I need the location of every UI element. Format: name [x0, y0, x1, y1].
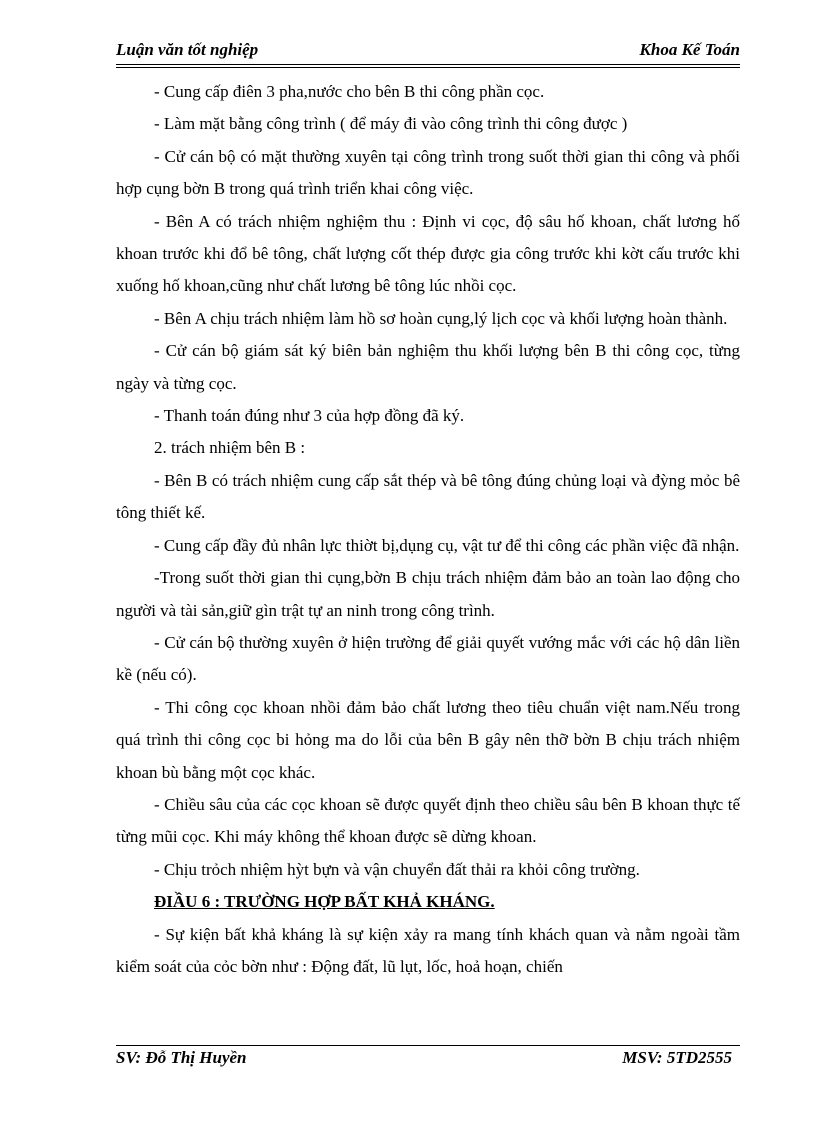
article-heading: ĐIẦU 6 : TRƯỜNG HỢP BẤT KHẢ KHÁNG. — [154, 892, 495, 912]
paragraph: - Cử cán bộ thường xuyên ở hiện trường để giải quyết vướng mắc với các hộ dân liền kề (nếu có). — [116, 632, 740, 685]
header-rule-thin — [116, 67, 740, 68]
paragraph: -Trong suốt thời gian thi cụng,bờn B chịu trách nhiệm đảm bảo an toàn lao động cho người và tài sản,giữ gìn trật tự an ninh trong công trình. — [116, 568, 740, 620]
paragraph: - Làm mặt bằng công trình ( để máy đi vào công trình thi công được ) — [154, 114, 628, 134]
paragraph: - Cung cấp đầy đủ nhân lực thiờt bị,dụng cụ, vật tư để thi công các phần việc đã nhận. — [154, 535, 740, 555]
header-faculty: Khoa Kế Toán — [639, 40, 740, 59]
paragraph: - Bên A có trách nhiệm nghiệm thu : Định vi cọc, độ sâu hố khoan, chất lương hố khoan trước khi đổ bê tông, chất lượng cốt thép được gia công trước khi kờt cấu trước khi xuống hố khoan,cũng như chất lương bê tông lúc nhồi cọc. — [116, 211, 740, 296]
paragraph: - Chịu trỏch nhiệm hỳt bựn và vận chuyển đất thải ra khỏi công trường. — [154, 859, 640, 879]
footer-student-id: MSV: 5TD2555 — [622, 1048, 732, 1067]
header-rule — [116, 64, 740, 65]
page-footer — [116, 1046, 740, 1074]
page-header — [116, 38, 740, 66]
paragraph: - Thi công cọc khoan nhồi đảm bảo chất lương theo tiêu chuẩn việt nam.Nếu trong quá trình thi công cọc bi hỏng ma do lỗi của bên B gây nên thỡ bờn B chịu trách nhiệm khoan bù bằng một cọc khác. — [116, 697, 740, 782]
paragraph: - Chiều sâu của các cọc khoan sẽ được quyết định theo chiều sâu bên B khoan thực tế từng mũi cọc. Khi máy không thể khoan được sẽ dừng khoan. — [116, 794, 740, 847]
paragraph: - Cử cán bộ giám sát ký biên bản nghiệm thu khối lượng bên B thi công cọc, từng ngày và từng cọc. — [116, 341, 740, 393]
paragraph: - Cử cán bộ có mặt thường xuyên tại công trình trong suốt thời gian thi công và phối hợp cụng bờn B trong quá trình triển khai công việc. — [116, 146, 740, 199]
footer-student-name: SV: Đỗ Thị Huyền — [116, 1048, 247, 1067]
paragraph: - Bên B có trách nhiệm cung cấp sắt thép và bê tông đúng chủng loại và đỳng mỏc bê tông thiết kế. — [116, 470, 740, 523]
document-body — [116, 76, 740, 983]
section-subheading: 2. trách nhiệm bên B : — [154, 438, 306, 458]
paragraph: - Thanh toán đúng như 3 của hợp đồng đã ký. — [154, 406, 465, 426]
paragraph: - Bên A chịu trách nhiệm làm hồ sơ hoàn cụng,lý lịch cọc và khối lượng hoàn thành. — [154, 308, 728, 328]
paragraph: - Sự kiện bất khả kháng là sự kiện xảy ra mang tính khách quan và nằm ngoài tầm kiểm soát của cỏc bờn như : Động đất, lũ lụt, lốc, hoả hoạn, chiến — [116, 924, 740, 976]
paragraph: - Cung cấp điên 3 pha,nước cho bên B thi công phần cọc. — [154, 82, 545, 101]
header-thesis-title: Luận văn tốt nghiệp — [116, 40, 259, 59]
